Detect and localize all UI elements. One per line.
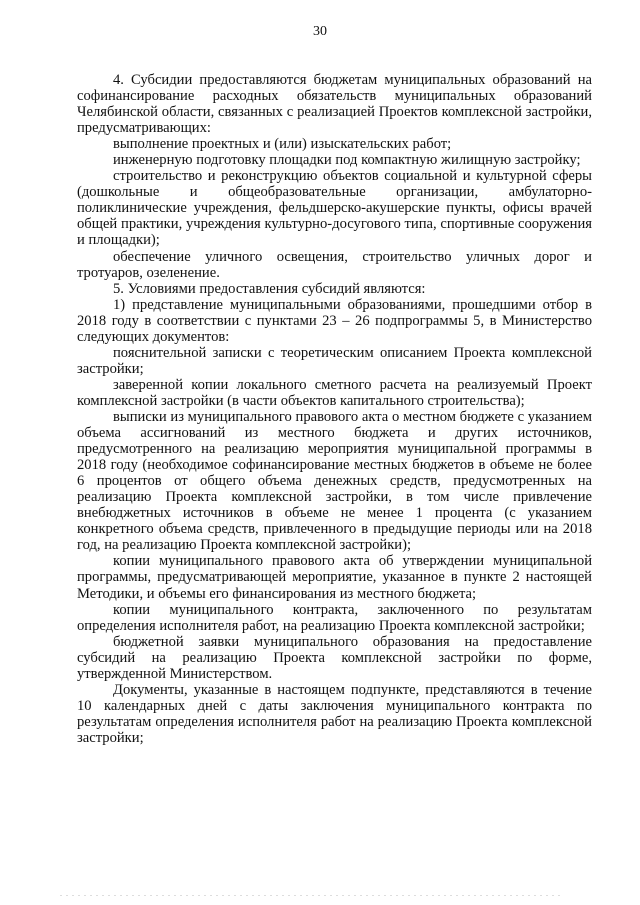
item-design-survey-works: выполнение проектных и (или) изыскательских работ; <box>113 136 452 153</box>
doc-municipal-contract-copy: копии муниципального контракта, заключенного по результатам определения исполнителя работ, на реализацию Проекта комплексной застройки; <box>77 601 592 634</box>
document-body <box>77 72 592 746</box>
subitem-1-documents: 1) представление муниципальными образованиями, прошедшими отбор в 2018 году в соответствии с пунктами 23 – 26 подпрограммы 5, в Министерство следующих документов: <box>77 296 592 345</box>
item-construction-social-facilities: строительство и реконструкцию объектов социальной и культурной сферы (дошкольные и общеобразовательные организации, амбулаторно-поликлинические учреждения, фельдшерско-акушерские пункты, офисы врачей общей практики, учреждения культурно-досугового типа, спортивные сооружения и площадки); <box>77 168 592 249</box>
doc-budget-request: бюджетной заявки муниципального образования на предоставление субсидий на реализацию Проекта комплексной застройки по форме, утвержденной Министерством. <box>77 633 592 682</box>
doc-explanatory-note: пояснительной записки с теоретическим описанием Проекта комплексной застройки; <box>77 344 592 377</box>
page-number: 30 <box>313 24 327 39</box>
scan-artifact-line <box>60 895 560 896</box>
item-engineering-preparation: инженерную подготовку площадки под компактную жилищную застройку; <box>113 152 581 169</box>
doc-budget-extract: выписки из муниципального правового акта о местном бюджете с указанием объема ассигнований из местного бюджета и других источников, предусмотренного на реализацию мероприятия муниципальной программы в 2018 году (необходимое софинансирование местных бюджетов в объеме не более 6 процентов от общего объема денежных средств, предусмотренных на реализацию Проекта комплексной застройки, в том числе привлечение внебюджетных источников в объеме не менее 1 процента (с указанием конкретного объема средств, привлеченного в предыдущие периоды или на 2018 год, на реализацию Проекта комплексной застройки); <box>77 408 592 554</box>
paragraph-documents-deadline: Документы, указанные в настоящем подпункте, представляются в течение 10 календарных дней с даты заключения муниципального контракта по результатам определения исполнителя работ на реализацию Проекта комплексной застройки; <box>77 681 592 746</box>
doc-municipal-act-copy: копии муниципального правового акта об утверждении муниципальной программы, предусматривающей мероприятие, указанное в пункте 2 настоящей Методики, и объемы его финансирования из местного бюджета; <box>77 553 592 602</box>
paragraph-5-conditions: 5. Условиями предоставления субсидий являются: <box>113 280 426 297</box>
item-street-lighting-roads: обеспечение уличного освещения, строительство уличных дорог и тротуаров, озеленение. <box>77 248 592 281</box>
doc-estimate-copy: заверенной копии локального сметного расчета на реализуемый Проект комплексной застройки (в части объектов капитального строительства); <box>77 376 592 409</box>
paragraph-4-subsidies: 4. Субсидии предоставляются бюджетам муниципальных образований на софинансирование расходных обязательств муниципальных образований Челябинской области, связанных с реализацией Проектов комплексной застройки, предусматривающих: <box>77 72 592 137</box>
